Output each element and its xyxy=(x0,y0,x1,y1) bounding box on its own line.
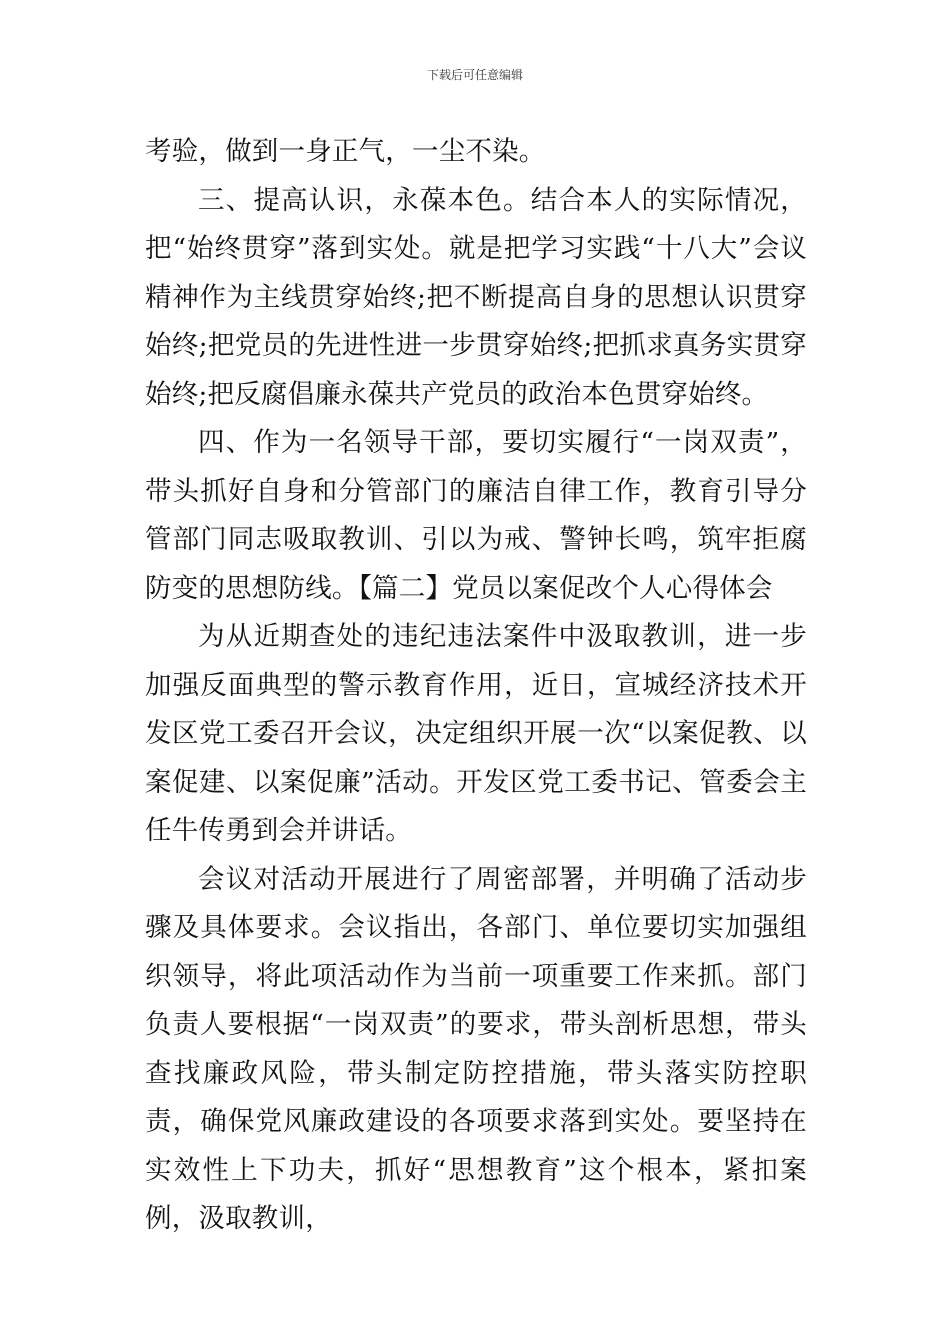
page-header: 下载后可任意编辑 xyxy=(426,68,523,82)
paragraph-meeting-details: 会议对活动开展进行了周密部署，并明确了活动步骤及具体要求。会议指出，各部门、单位要切实加强组织领导，将此项活动作为当前一项重要工作来抓。部门负责人要根据“一岗双责”的要求，带头剖析思想，带头查找廉政风险，带头制定防控措施，带头落实防控职责，确保党风廉政建设的各项要求落到实处。要坚持在实效性上下功夫，抓好“思想教育”这个根本，紧扣案例，汲取教训， xyxy=(145,863,807,1234)
paragraph-meeting-intro: 为从近期查处的违纪违法案件中汲取教训，进一步加强反面典型的警示教育作用，近日，宣城经济技术开发区党工委召开会议，决定组织开展一次“以案促教、以案促建、以案促廉”活动。开发区党工委书记、管委会主任牛传勇到会并讲话。 xyxy=(145,621,807,846)
paragraph-point-four: 四、作为一名领导干部，要切实履行“一岗双责”，带头抓好自身和分管部门的廉洁自律工作，教育引导分管部门同志吸取教训、引以为戒、警钟长鸣，筑牢拒腐防变的思想防线。【篇二】党员以案促改个人心得体会 xyxy=(145,427,807,604)
document-body xyxy=(145,128,807,1244)
paragraph-continuation: 考验，做到一身正气，一尘不染。 xyxy=(145,136,546,167)
paragraph-point-three: 三、提高认识，永葆本色。结合本人的实际情况，把“始终贯穿”落到实处。就是把学习实践“十八大”会议精神作为主线贯穿始终;把不断提高自身的思想认识贯穿始终;把党员的先进性进一步贯穿始终;把抓求真务实贯穿始终;把反腐倡廉永葆共产党员的政治本色贯穿始终。 xyxy=(145,184,807,410)
